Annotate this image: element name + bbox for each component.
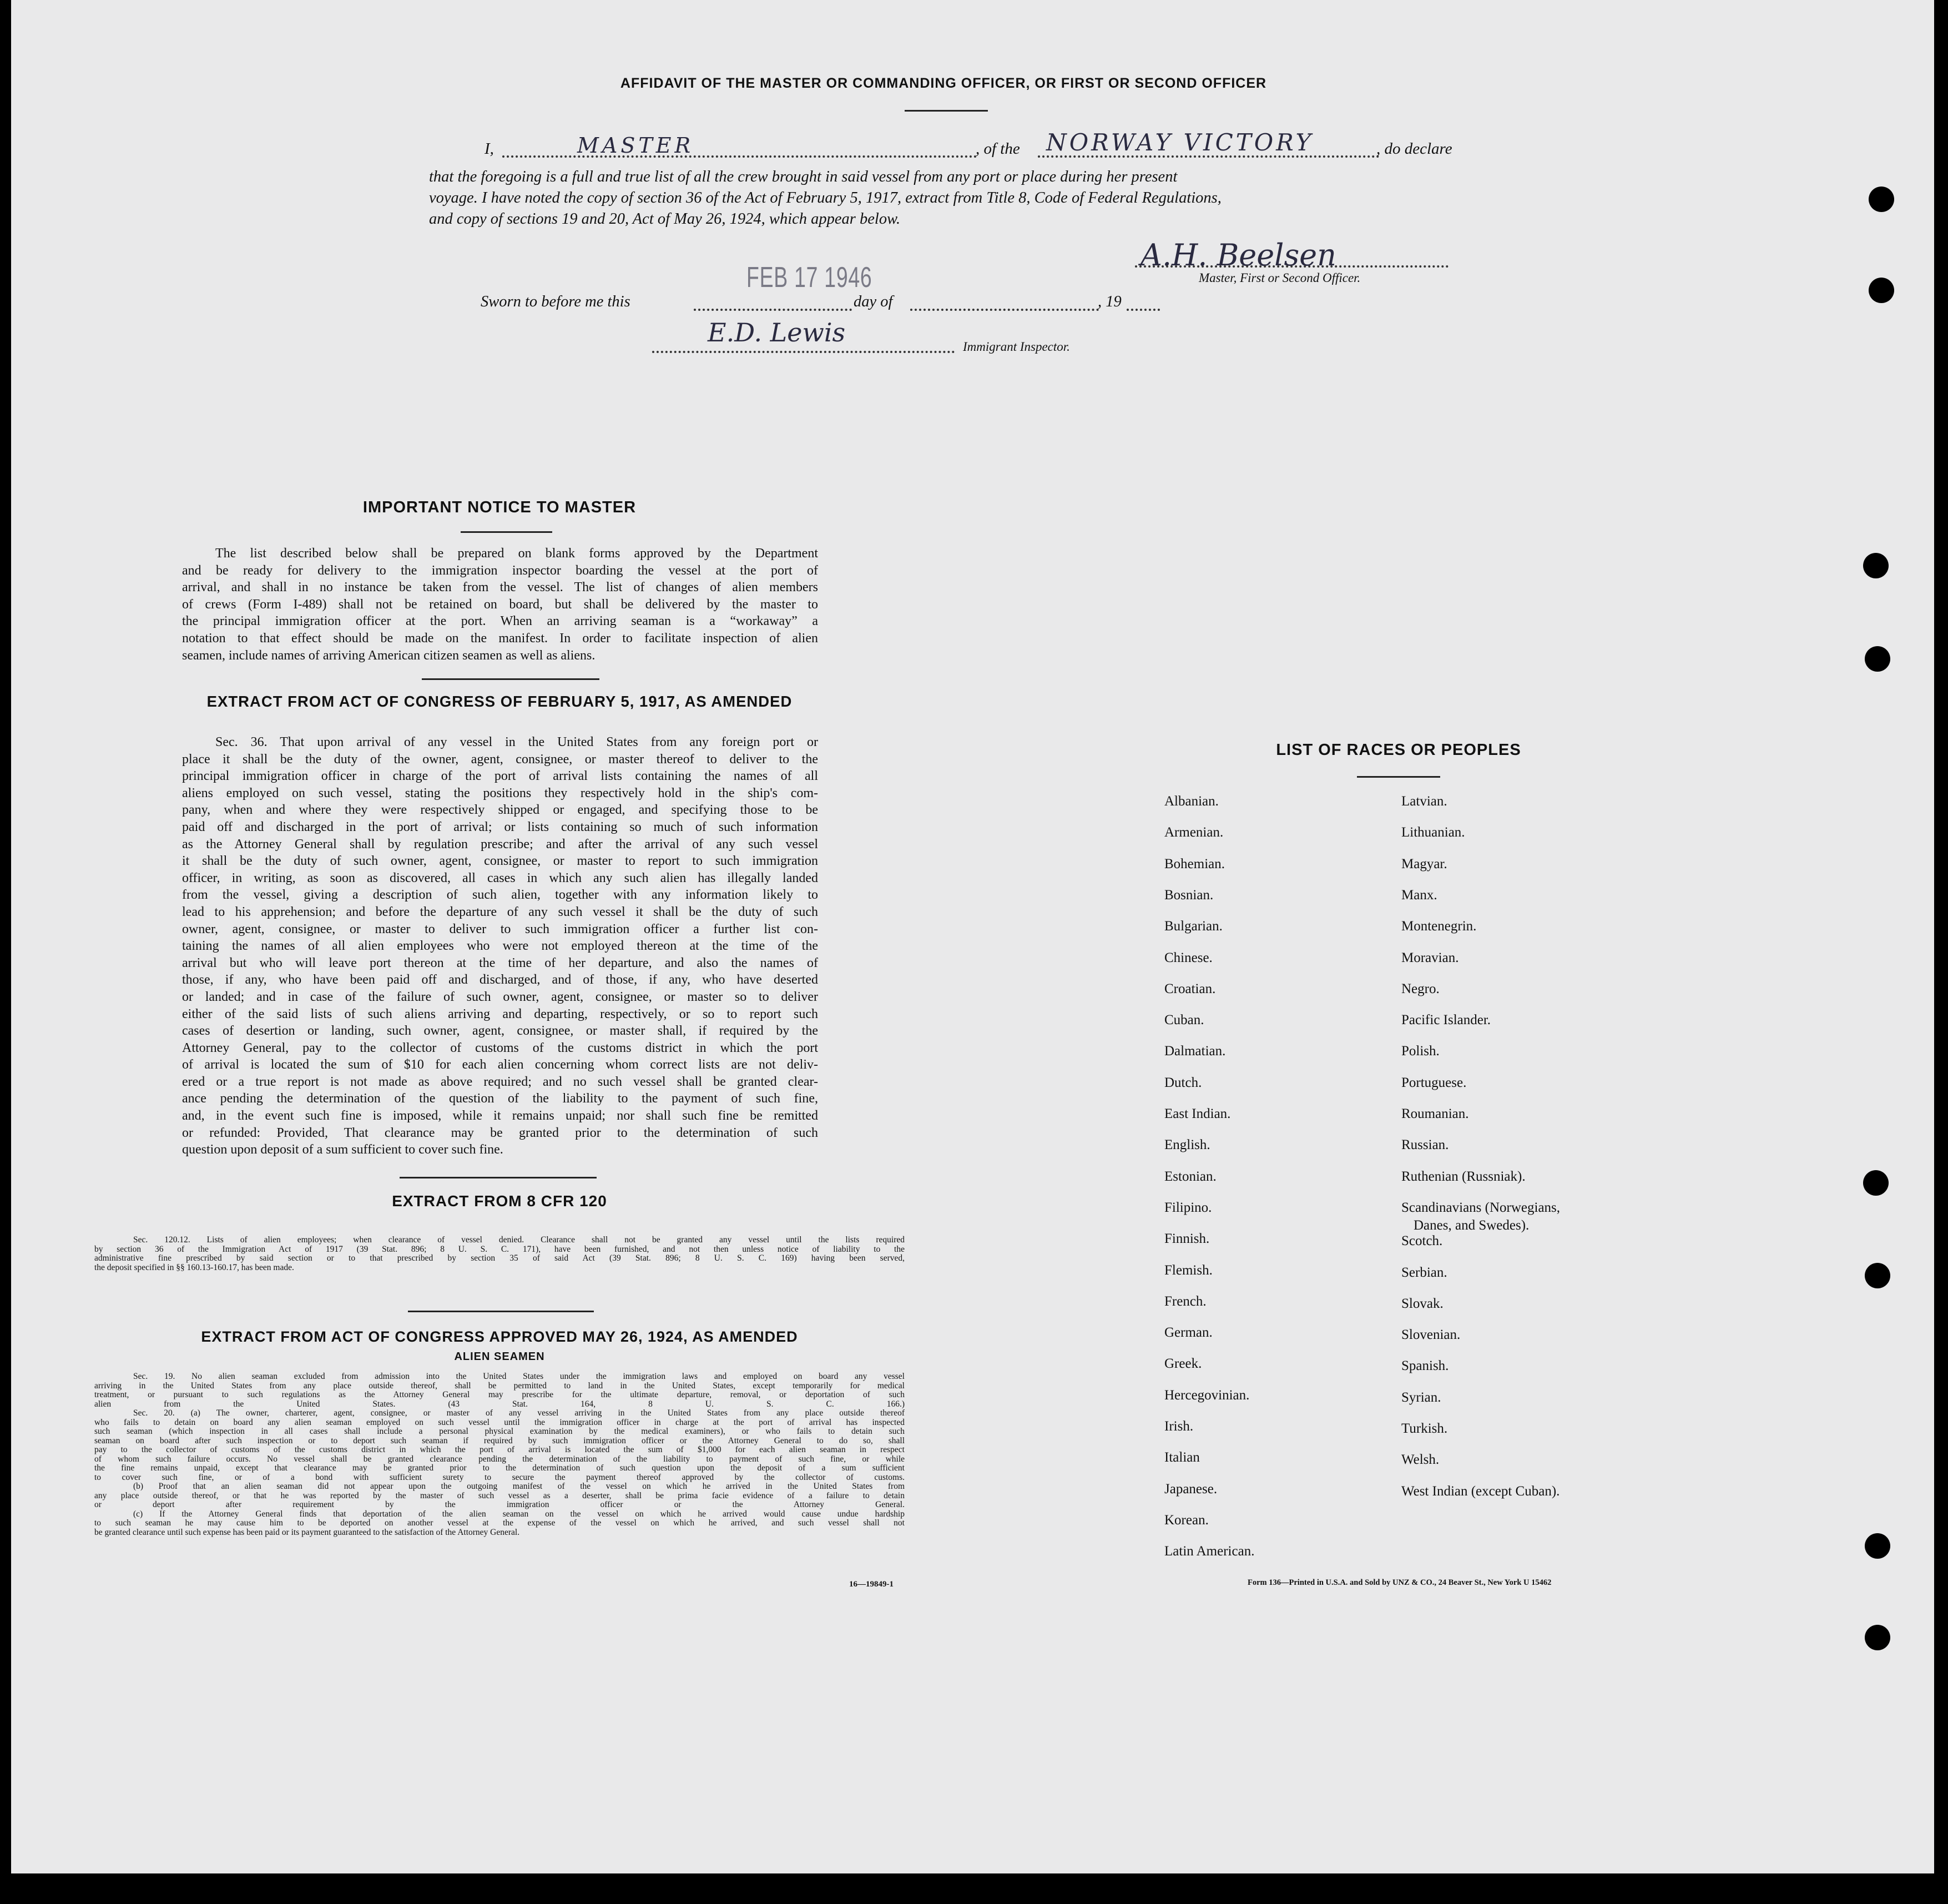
text-line: pay to the collector of customs of the customs district in which the port of arrival is located the sum of $1,000 for each alien seaman in respect xyxy=(94,1445,905,1454)
race-item: Croatian. xyxy=(1164,981,1216,996)
punch-hole xyxy=(1865,646,1890,672)
text-line: place it shall be the duty of the owner, agent, consignee, or master thereof to deliver to the xyxy=(182,752,818,767)
race-item: Albanian. xyxy=(1164,794,1219,809)
text-line: the fine remains unpaid, except that clearance may be granted prior to the determination of such question upon the deposit of a sum sufficient xyxy=(94,1463,905,1473)
race-item: Pacific Islander. xyxy=(1401,1013,1491,1028)
text-line: notation to that effect should be made on the manifest. In order to facilitate inspection of alien xyxy=(182,631,818,646)
text-line: ered or a true report is not made as above required; and no such vessel shall be granted clear- xyxy=(182,1074,818,1089)
notice-body xyxy=(182,545,818,664)
race-item: Hercegovinian. xyxy=(1164,1387,1250,1403)
text-line: question upon deposit of a sum sufficient to cover such fine. xyxy=(182,1142,503,1157)
race-item: Latvian. xyxy=(1401,794,1447,809)
text-line: pany, when and where they were respectively shipped or engaged, and specifying those to be xyxy=(182,803,818,818)
notice-title-rule xyxy=(461,531,552,533)
sworn-label: Sworn to before me this xyxy=(481,293,630,310)
year-label: , 19 xyxy=(1098,293,1122,310)
race-item: Finnish. xyxy=(1164,1231,1210,1247)
form-code: 16—19849-1 xyxy=(849,1580,894,1589)
extract-1924-subtitle: ALIEN SEAMEN xyxy=(454,1351,545,1363)
race-item: Chinese. xyxy=(1164,950,1213,965)
race-item: West Indian (except Cuban). xyxy=(1401,1483,1560,1499)
inspector-dotted-line xyxy=(652,351,955,353)
vessel-handwritten: NORWAY VICTORY xyxy=(1046,129,1314,156)
race-item: Estonian. xyxy=(1164,1168,1217,1184)
text-line: Sec. 36. That upon arrival of any vessel in the United States from any foreign port or xyxy=(215,735,818,749)
race-item: Lithuanian. xyxy=(1401,825,1465,840)
text-line: ance pending the determination of the question of the liability to the payment of such fine, xyxy=(182,1091,818,1106)
race-item: Syrian. xyxy=(1401,1389,1441,1405)
text-line: the principal immigration officer at the port. When an arriving seaman is a “workaway” a xyxy=(182,614,818,629)
race-item: Irish. xyxy=(1164,1419,1194,1434)
date-stamp: FEB 17 1946 xyxy=(746,261,872,294)
race-item: Cuban. xyxy=(1164,1013,1204,1028)
text-line: or refunded: Provided, That clearance may be granted prior to the determination of such xyxy=(182,1125,818,1140)
race-item: Bosnian. xyxy=(1164,887,1214,903)
race-item: Negro. xyxy=(1401,981,1440,996)
text-line: to such seaman he may cause him to be deported on another vessel at the expense of the vessel on which he arrived, and such vessel shall not xyxy=(94,1518,905,1528)
master-caption: Master, First or Second Officer. xyxy=(1199,271,1361,285)
text-line: arriving in the United States from any place outside thereof, shall be permitted to land in the United States, except temporarily for medical xyxy=(94,1381,905,1391)
text-line: aliens employed on such vessel, stating the positions they respectively hold in the ship's com- xyxy=(182,785,818,800)
sworn-day-dotted-line xyxy=(694,309,852,311)
race-item: Japanese. xyxy=(1164,1481,1218,1497)
text-line: who fails to detain on board any alien seaman employed on such vessel until the immigration officer in charge at the port of arrival has inspected xyxy=(94,1417,905,1427)
race-item: Turkish. xyxy=(1401,1421,1448,1436)
race-item: Slovak. xyxy=(1401,1296,1444,1311)
section-divider xyxy=(408,1311,594,1312)
text-line: lead to his apprehension; and before the departure of any such vessel it shall be the duty of such xyxy=(182,904,818,919)
races-title: LIST OF RACES OR PEOPLES xyxy=(1276,741,1521,759)
extract-1924-body xyxy=(94,1372,905,1537)
text-line: of arrival is located the sum of $10 for each alien concerning whom correct lists are not deliv- xyxy=(182,1057,818,1072)
race-item: Slovenian. xyxy=(1401,1327,1461,1343)
race-item: German. xyxy=(1164,1325,1213,1341)
race-item: Greek. xyxy=(1164,1356,1202,1372)
text-line: cases of desertion or landing, such owner, agent, consignee, or master shall, if required by the xyxy=(182,1024,818,1039)
text-line: owner, agent, consignee, or master to deliver to such immigration officer a further list con- xyxy=(182,921,818,936)
notice-title: IMPORTANT NOTICE TO MASTER xyxy=(362,498,637,516)
text-line: Sec. 120.12. Lists of alien employees; when clearance of vessel denied. Clearance shall not be granted any vessel until the lists required xyxy=(133,1235,905,1245)
text-line: be granted clearance until such expense has been paid or its payment guaranteed to the satisfaction of the Attorney General. xyxy=(94,1527,520,1537)
race-item: Bulgarian. xyxy=(1164,919,1223,934)
text-line: (b) Proof that an alien seaman did not appear upon the outgoing manifest of the vessel on which he arrived in the United States from xyxy=(133,1482,905,1491)
punch-hole xyxy=(1869,278,1894,303)
text-line: any place outside thereof, or that he was reported by the master of such vessel as a deserter, shall be prima facie evidence of a failure to detain xyxy=(94,1490,905,1500)
text-line: by section 36 of the Immigration Act of 1917 (39 Stat. 896; 8 U. S. C. 171), have been furnished, and not then unless notice of liability to the xyxy=(94,1244,905,1254)
affidavit-body-line: and copy of sections 19 and 20, Act of May 26, 1924, which appear below. xyxy=(429,210,901,228)
race-item: Scotch. xyxy=(1401,1233,1443,1249)
punch-hole xyxy=(1865,1533,1890,1559)
inspector-caption: Immigrant Inspector. xyxy=(963,340,1070,354)
punch-hole xyxy=(1863,553,1889,578)
punch-hole xyxy=(1865,1625,1890,1650)
text-line: The list described below shall be prepared on blank forms approved by the Department xyxy=(215,546,818,561)
races-title-rule xyxy=(1357,776,1440,778)
text-line: alien from the United States. (43 Stat. 164, 8 U. S. C. 166.) xyxy=(94,1399,905,1409)
race-item: French. xyxy=(1164,1293,1207,1309)
affidavit-do-declare: , do declare xyxy=(1376,140,1452,158)
race-item: Moravian. xyxy=(1401,950,1459,965)
section-divider xyxy=(422,678,599,680)
text-line: of whom such failure occurs. No vessel shall be granted clearance pending the determination of the liability to payment of such fine, or while xyxy=(94,1454,905,1464)
punch-hole xyxy=(1869,187,1894,212)
day-of-label: day of xyxy=(854,293,893,310)
race-item: Spanish. xyxy=(1401,1358,1449,1374)
extract-1924-title: EXTRACT FROM ACT OF CONGRESS APPROVED MAY 26, 1924, AS AMENDED xyxy=(201,1328,798,1345)
extract-cfr-body xyxy=(94,1236,905,1272)
race-item: Filipino. xyxy=(1164,1200,1212,1215)
race-item: Latin American. xyxy=(1164,1544,1255,1559)
text-line: Sec. 19. No alien seaman excluded from admission into the United States under the immigration laws and employed on board any vessel xyxy=(133,1372,905,1381)
text-line: Sec. 20. (a) The owner, charterer, agent, consignee, or master of any vessel arriving in the United States from any place outside thereof xyxy=(133,1408,905,1418)
rank-handwritten: MASTER xyxy=(577,133,694,158)
race-item: Welsh. xyxy=(1401,1452,1440,1468)
rank-dotted-line xyxy=(502,155,977,158)
race-item: Manx. xyxy=(1401,887,1437,903)
text-line: such seaman (which inspection in all cases shall include a personal physical examination by the medical examiners), or who fails to detain such xyxy=(94,1427,905,1436)
punch-hole xyxy=(1863,1170,1889,1196)
punch-hole xyxy=(1865,1263,1890,1288)
text-line: (c) If the Attorney General finds that deportation of the alien seaman on the vessel on which he arrived would cause undue hardship xyxy=(133,1509,905,1519)
printer-footer: Form 136—Printed in U.S.A. and Sold by UNZ & CO., 24 Beaver St., New York U 15462 xyxy=(1248,1578,1552,1587)
text-line: those, if any, who have been paid off and discharged, and of those, if any, who have deserted xyxy=(182,973,818,988)
race-item: Bohemian. xyxy=(1164,856,1225,872)
affidavit-body-line: voyage. I have noted the copy of section 36 of the Act of February 5, 1917, extract from Title 8, Code of Federal Regulations, xyxy=(429,189,1222,206)
text-line: paid off and discharged in the port of arrival; or lists containing so much of such information xyxy=(182,819,818,834)
section-divider xyxy=(400,1177,597,1178)
race-item: English. xyxy=(1164,1137,1210,1153)
race-item: Serbian. xyxy=(1401,1265,1447,1280)
race-item: Montenegrin. xyxy=(1401,919,1477,934)
text-line: administrative fine prescribed by said section or to that prescribed by section 35 of said Act (39 Stat. 896; 8 U. S. C. 169) having been served, xyxy=(94,1253,905,1263)
signature-dotted-line xyxy=(1135,265,1449,268)
affidavit-of-the: , of the xyxy=(976,140,1020,158)
text-line: and be ready for delivery to the immigration inspector boarding the vessel at the port of xyxy=(182,563,818,578)
text-line: either of the said lists of such aliens arriving and departing, respectively, or so to report such xyxy=(182,1006,818,1021)
text-line: to cover such fine, or of a bond with sufficient surety to secure the payment thereof approved by the collector of customs. xyxy=(94,1472,905,1482)
race-item: Magyar. xyxy=(1401,856,1447,872)
text-line: seamen, include names of arriving American citizen seamen as well as aliens. xyxy=(182,648,595,663)
race-item: Ruthenian (Russniak). xyxy=(1401,1168,1526,1184)
text-line: taining the names of all alien employees who were not employed thereon at the time of the xyxy=(182,939,818,954)
race-item: Flemish. xyxy=(1164,1262,1213,1278)
race-item: Roumanian. xyxy=(1401,1106,1469,1121)
race-item: East Indian. xyxy=(1164,1106,1231,1121)
extract-1917-body xyxy=(182,734,818,1158)
affidavit-title: AFFIDAVIT OF THE MASTER OR COMMANDING OFFICER, OR FIRST OR SECOND OFFICER xyxy=(620,75,1267,91)
text-line: Attorney General, pay to the collector of customs of the customs district in which the port xyxy=(182,1040,818,1055)
inspector-signature: E.D. Lewis xyxy=(708,318,846,347)
race-item: Russian. xyxy=(1401,1137,1449,1153)
text-line: or deport after requirement by the immigration officer or the Attorney General. xyxy=(94,1500,905,1509)
race-item: Portuguese. xyxy=(1401,1075,1467,1090)
text-line: officer, in writing, as soon as discovered, all cases in which any such alien has illegally landed xyxy=(182,870,818,885)
text-line: it shall be the duty of such owner, agent, consignee, or master to report to such immigration xyxy=(182,854,818,869)
master-signature: A.H. Beelsen xyxy=(1140,238,1336,273)
text-line: of crews (Form I-489) shall not be retained on board, but shall be delivered by the master to xyxy=(182,597,818,612)
affidavit-body xyxy=(429,167,1483,230)
text-line: treatment, or pursuant to such regulations as the Attorney General may prescribe for the ultimate departure, removal, or deportation of such xyxy=(94,1390,905,1399)
race-item: Dalmatian. xyxy=(1164,1044,1226,1059)
text-line: seaman on board after such inspection or to deport such seaman if required by such immigration officer or the Attorney General to do so, shall xyxy=(94,1435,905,1445)
affidavit-body-line: that the foregoing is a full and true list of all the crew brought in said vessel from any port or place during her present xyxy=(429,168,1178,185)
race-item: Scandinavians (Norwegians, xyxy=(1401,1200,1561,1215)
text-line: and, in the event such fine is imposed, while it remains unpaid; nor shall such fine be remitted xyxy=(182,1109,818,1124)
extract-cfr-title: EXTRACT FROM 8 CFR 120 xyxy=(392,1192,607,1210)
race-item: Dutch. xyxy=(1164,1075,1202,1090)
year-dotted-line xyxy=(1127,309,1160,311)
text-line: arrival but who will leave port thereon at the time of her departure, and also the names of xyxy=(182,955,818,970)
text-line: arrival, and shall in no instance be taken from the vessel. The list of changes of alien members xyxy=(182,580,818,595)
text-line: principal immigration officer in charge of the port of arrival lists containing the names of all xyxy=(182,769,818,784)
text-line: or landed; and in case of the failure of such owner, agent, consignee, or master so to deliver xyxy=(182,989,818,1004)
race-item: Armenian. xyxy=(1164,825,1224,840)
extract-1917-title: EXTRACT FROM ACT OF CONGRESS OF FEBRUARY 5, 1917, AS AMENDED xyxy=(206,693,793,710)
month-dotted-line xyxy=(910,309,1099,311)
text-line: the deposit specified in §§ 160.13-160.17, has been made. xyxy=(94,1262,294,1272)
race-item: Italian xyxy=(1164,1450,1200,1465)
text-line: from the vessel, giving a description of such alien, together with any information likely to xyxy=(182,888,818,903)
race-item: Korean. xyxy=(1164,1512,1209,1528)
title-rule xyxy=(905,110,988,112)
race-item: Polish. xyxy=(1401,1044,1440,1059)
affidavit-i-label: I, xyxy=(485,140,494,158)
text-line: as the Attorney General shall by regulation prescribe; and after the arrival of any such vessel xyxy=(182,837,818,852)
race-item: Danes, and Swedes). xyxy=(1414,1217,1530,1233)
